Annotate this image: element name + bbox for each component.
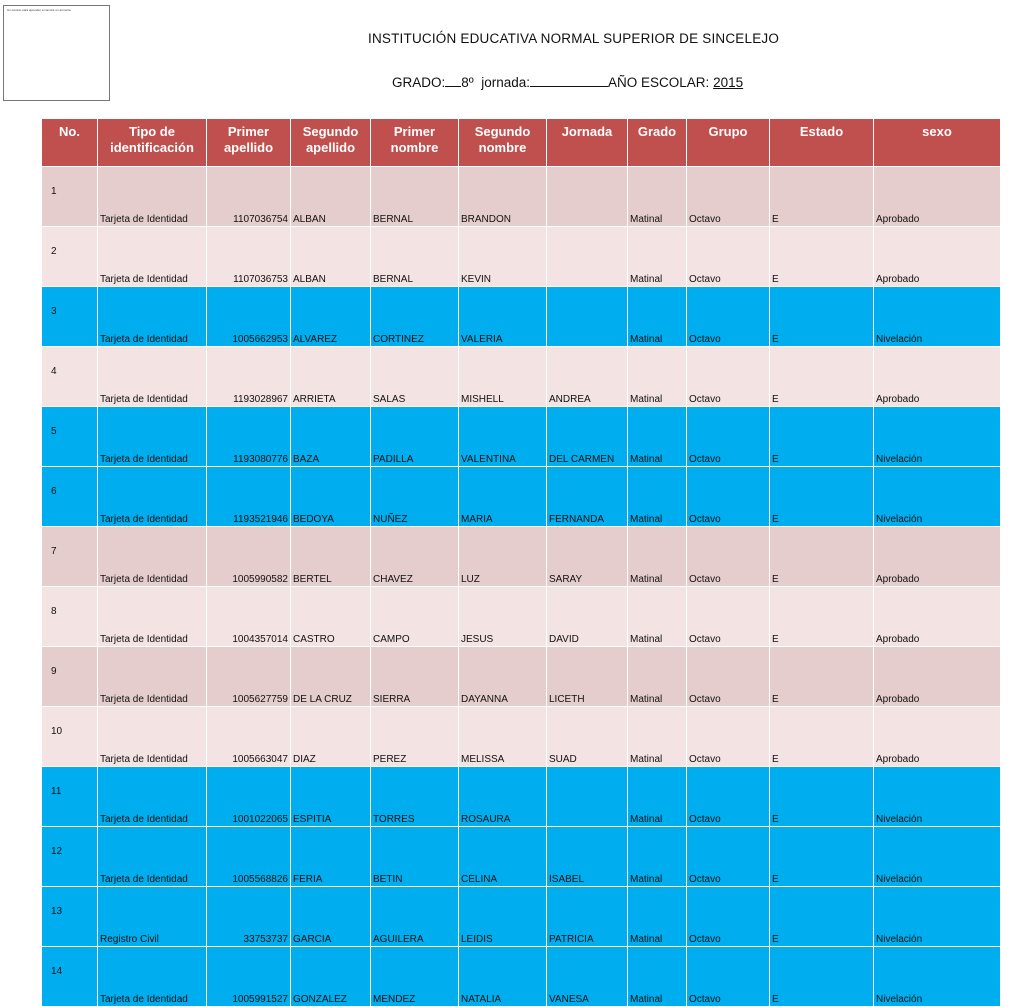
school-logo-box xyxy=(3,5,110,101)
table-row xyxy=(42,707,1001,767)
cell-documento: 1193521946 xyxy=(207,467,291,527)
cell-grado: Octavo xyxy=(687,767,770,827)
cell-segundo-nombre: DEL CARMEN xyxy=(547,407,628,467)
cell-estado: Aprobado xyxy=(874,347,1001,407)
cell-tipo-identificacion: Registro Civil xyxy=(98,887,207,947)
cell-documento: 33753737 xyxy=(207,887,291,947)
cell-grupo: E xyxy=(770,467,874,527)
cell-grado: Octavo xyxy=(687,887,770,947)
cell-primer-nombre: VALERIA xyxy=(459,287,547,347)
cell-no: 2 xyxy=(42,227,98,287)
cell-no: 7 xyxy=(42,527,98,587)
cell-jornada: Matinal xyxy=(628,947,687,1007)
cell-primer-nombre: MARIA xyxy=(459,467,547,527)
cell-grupo: E xyxy=(770,827,874,887)
cell-grado: Octavo xyxy=(687,827,770,887)
cell-segundo-apellido: BETIN xyxy=(371,827,459,887)
cell-segundo-nombre: SUAD xyxy=(547,707,628,767)
cell-primer-apellido: ALBAN xyxy=(291,167,371,227)
cell-jornada: Matinal xyxy=(628,167,687,227)
table-row xyxy=(42,947,1001,1007)
cell-segundo-apellido: NUÑEZ xyxy=(371,467,459,527)
cell-segundo-apellido: BERNAL xyxy=(371,227,459,287)
cell-estado: Aprobado xyxy=(874,527,1001,587)
grado-label: GRADO: xyxy=(392,75,446,90)
cell-jornada: Matinal xyxy=(628,587,687,647)
cell-segundo-apellido: SIERRA xyxy=(371,647,459,707)
cell-grupo: E xyxy=(770,887,874,947)
cell-tipo-identificacion: Tarjeta de Identidad xyxy=(98,827,207,887)
table-row xyxy=(42,527,1001,587)
cell-documento: 1005568826 xyxy=(207,827,291,887)
col-segundo-apellido-header: Segundo apellido xyxy=(291,119,371,167)
cell-primer-apellido: GONZALEZ xyxy=(291,947,371,1007)
cell-jornada: Matinal xyxy=(628,467,687,527)
cell-primer-apellido: DE LA CRUZ xyxy=(291,647,371,707)
cell-jornada: Matinal xyxy=(628,227,687,287)
cell-jornada: Matinal xyxy=(628,347,687,407)
cell-primer-nombre: BRANDON xyxy=(459,167,547,227)
cell-jornada: Matinal xyxy=(628,827,687,887)
cell-grado: Octavo xyxy=(687,347,770,407)
cell-grado: Octavo xyxy=(687,227,770,287)
col-tipo-identificacion-header: Tipo de identificación xyxy=(98,119,207,167)
cell-jornada: Matinal xyxy=(628,647,687,707)
cell-segundo-apellido: CORTINEZ xyxy=(371,287,459,347)
cell-tipo-identificacion: Tarjeta de Identidad xyxy=(98,767,207,827)
cell-segundo-apellido: CHAVEZ xyxy=(371,527,459,587)
cell-segundo-apellido: CAMPO xyxy=(371,587,459,647)
grade-info-line xyxy=(392,74,743,90)
table-row xyxy=(42,587,1001,647)
cell-primer-nombre: JESUS xyxy=(459,587,547,647)
cell-primer-nombre: CELINA xyxy=(459,827,547,887)
cell-documento: 1107036754 xyxy=(207,167,291,227)
cell-primer-apellido: ARRIETA xyxy=(291,347,371,407)
cell-primer-nombre: MELISSA xyxy=(459,707,547,767)
jornada-label: jornada: xyxy=(481,75,531,90)
col-no-header: No. xyxy=(42,119,98,167)
cell-tipo-identificacion: Tarjeta de Identidad xyxy=(98,527,207,587)
cell-estado: Aprobado xyxy=(874,587,1001,647)
year-value: 2015 xyxy=(713,75,744,90)
cell-segundo-apellido: SALAS xyxy=(371,347,459,407)
table-row xyxy=(42,347,1001,407)
cell-tipo-identificacion: Tarjeta de Identidad xyxy=(98,287,207,347)
cell-segundo-nombre: LICETH xyxy=(547,647,628,707)
cell-no: 12 xyxy=(42,827,98,887)
cell-segundo-nombre xyxy=(547,227,628,287)
cell-segundo-apellido: PADILLA xyxy=(371,407,459,467)
cell-primer-apellido: DIAZ xyxy=(291,707,371,767)
cell-segundo-nombre xyxy=(547,167,628,227)
cell-jornada: Matinal xyxy=(628,887,687,947)
cell-tipo-identificacion: Tarjeta de Identidad xyxy=(98,587,207,647)
institution-title: INSTITUCIÓN EDUCATIVA NORMAL SUPERIOR DE SINCELEJO xyxy=(368,31,780,46)
cell-estado: Nivelación xyxy=(874,827,1001,887)
cell-no: 6 xyxy=(42,467,98,527)
cell-primer-nombre: NATALIA xyxy=(459,947,547,1007)
table-row xyxy=(42,167,1001,227)
cell-tipo-identificacion: Tarjeta de Identidad xyxy=(98,167,207,227)
cell-segundo-nombre xyxy=(547,767,628,827)
col-segundo-nombre-header: Segundo nombre xyxy=(459,119,547,167)
cell-primer-apellido: BEDOYA xyxy=(291,467,371,527)
cell-grupo: E xyxy=(770,947,874,1007)
cell-no: 10 xyxy=(42,707,98,767)
cell-jornada: Matinal xyxy=(628,707,687,767)
cell-segundo-apellido: PEREZ xyxy=(371,707,459,767)
cell-no: 9 xyxy=(42,647,98,707)
cell-tipo-identificacion: Tarjeta de Identidad xyxy=(98,407,207,467)
student-table xyxy=(41,118,1001,1007)
cell-no: 4 xyxy=(42,347,98,407)
cell-grado: Octavo xyxy=(687,167,770,227)
grado-blank xyxy=(445,74,461,87)
cell-tipo-identificacion: Tarjeta de Identidad xyxy=(98,707,207,767)
cell-grado: Octavo xyxy=(687,707,770,767)
cell-primer-apellido: CASTRO xyxy=(291,587,371,647)
table-row xyxy=(42,767,1001,827)
table-header-row xyxy=(42,119,1001,167)
cell-primer-nombre: VALENTINA xyxy=(459,407,547,467)
cell-grado: Octavo xyxy=(687,467,770,527)
cell-jornada: Matinal xyxy=(628,407,687,467)
cell-grupo: E xyxy=(770,707,874,767)
cell-estado: Aprobado xyxy=(874,707,1001,767)
cell-documento: 1005990582 xyxy=(207,527,291,587)
cell-primer-apellido: FERIA xyxy=(291,827,371,887)
cell-grupo: E xyxy=(770,167,874,227)
cell-primer-apellido: BERTEL xyxy=(291,527,371,587)
col-grupo-header: Grupo xyxy=(687,119,770,167)
table-row xyxy=(42,467,1001,527)
cell-tipo-identificacion: Tarjeta de Identidad xyxy=(98,647,207,707)
cell-segundo-nombre xyxy=(547,287,628,347)
cell-tipo-identificacion: Tarjeta de Identidad xyxy=(98,347,207,407)
cell-estado: Nivelación xyxy=(874,287,1001,347)
cell-documento: 1193080776 xyxy=(207,407,291,467)
cell-segundo-nombre: ANDREA xyxy=(547,347,628,407)
cell-primer-apellido: ESPITIA xyxy=(291,767,371,827)
cell-primer-apellido: GARCIA xyxy=(291,887,371,947)
cell-primer-nombre: MISHELL xyxy=(459,347,547,407)
cell-segundo-nombre: DAVID xyxy=(547,587,628,647)
cell-segundo-nombre: FERNANDA xyxy=(547,467,628,527)
cell-grado: Octavo xyxy=(687,407,770,467)
cell-primer-apellido: ALBAN xyxy=(291,227,371,287)
cell-estado: Nivelación xyxy=(874,467,1001,527)
cell-grado: Octavo xyxy=(687,587,770,647)
cell-segundo-apellido: MENDEZ xyxy=(371,947,459,1007)
col-primer-apellido-header: Primer apellido xyxy=(207,119,291,167)
cell-tipo-identificacion: Tarjeta de Identidad xyxy=(98,467,207,527)
cell-estado: Aprobado xyxy=(874,227,1001,287)
cell-grupo: E xyxy=(770,227,874,287)
cell-documento: 1005662953 xyxy=(207,287,291,347)
cell-primer-nombre: LEIDIS xyxy=(459,887,547,947)
cell-documento: 1107036753 xyxy=(207,227,291,287)
col-grado-header: Grado xyxy=(628,119,687,167)
col-primer-nombre-header: Primer nombre xyxy=(371,119,459,167)
cell-primer-nombre: KEVIN xyxy=(459,227,547,287)
cell-grupo: E xyxy=(770,647,874,707)
cell-no: 13 xyxy=(42,887,98,947)
cell-tipo-identificacion: Tarjeta de Identidad xyxy=(98,227,207,287)
cell-primer-nombre: DAYANNA xyxy=(459,647,547,707)
cell-segundo-nombre: PATRICIA xyxy=(547,887,628,947)
table-row xyxy=(42,827,1001,887)
cell-primer-apellido: ALVAREZ xyxy=(291,287,371,347)
table-row xyxy=(42,407,1001,467)
year-label: AÑO ESCOLAR: xyxy=(608,75,710,90)
cell-grupo: E xyxy=(770,587,874,647)
cell-segundo-nombre: ISABEL xyxy=(547,827,628,887)
cell-segundo-nombre: SARAY xyxy=(547,527,628,587)
grado-value: 8º xyxy=(461,75,474,90)
table-row xyxy=(42,287,1001,347)
cell-estado: Nivelación xyxy=(874,947,1001,1007)
cell-grupo: E xyxy=(770,407,874,467)
cell-segundo-nombre: VANESA xyxy=(547,947,628,1007)
cell-no: 5 xyxy=(42,407,98,467)
cell-grado: Octavo xyxy=(687,647,770,707)
cell-jornada: Matinal xyxy=(628,527,687,587)
col-sexo-header: sexo xyxy=(874,119,1001,167)
cell-segundo-apellido: TORRES xyxy=(371,767,459,827)
cell-grupo: E xyxy=(770,347,874,407)
cell-jornada: Matinal xyxy=(628,287,687,347)
cell-grupo: E xyxy=(770,287,874,347)
logo-caption: Un camino para aprender a convivir en armonía xyxy=(7,8,71,12)
cell-documento: 1193028967 xyxy=(207,347,291,407)
cell-documento: 1004357014 xyxy=(207,587,291,647)
cell-documento: 1005663047 xyxy=(207,707,291,767)
cell-no: 14 xyxy=(42,947,98,1007)
cell-grado: Octavo xyxy=(687,287,770,347)
cell-segundo-apellido: AGUILERA xyxy=(371,887,459,947)
cell-estado: Aprobado xyxy=(874,167,1001,227)
cell-grupo: E xyxy=(770,767,874,827)
cell-segundo-apellido: BERNAL xyxy=(371,167,459,227)
cell-documento: 1005627759 xyxy=(207,647,291,707)
cell-no: 3 xyxy=(42,287,98,347)
cell-no: 1 xyxy=(42,167,98,227)
table-row xyxy=(42,227,1001,287)
cell-grado: Octavo xyxy=(687,527,770,587)
cell-estado: Nivelación xyxy=(874,407,1001,467)
jornada-blank xyxy=(530,74,608,87)
cell-estado: Nivelación xyxy=(874,767,1001,827)
cell-tipo-identificacion: Tarjeta de Identidad xyxy=(98,947,207,1007)
table-row xyxy=(42,887,1001,947)
cell-primer-nombre: ROSAURA xyxy=(459,767,547,827)
cell-documento: 1001022065 xyxy=(207,767,291,827)
cell-jornada: Matinal xyxy=(628,767,687,827)
col-jornada-header: Jornada xyxy=(547,119,628,167)
col-estado-header: Estado xyxy=(770,119,874,167)
cell-no: 8 xyxy=(42,587,98,647)
cell-grupo: E xyxy=(770,527,874,587)
cell-grado: Octavo xyxy=(687,947,770,1007)
cell-primer-apellido: BAZA xyxy=(291,407,371,467)
cell-no: 11 xyxy=(42,767,98,827)
cell-estado: Aprobado xyxy=(874,647,1001,707)
table-row xyxy=(42,647,1001,707)
cell-primer-nombre: LUZ xyxy=(459,527,547,587)
cell-estado: Nivelación xyxy=(874,887,1001,947)
cell-documento: 1005991527 xyxy=(207,947,291,1007)
